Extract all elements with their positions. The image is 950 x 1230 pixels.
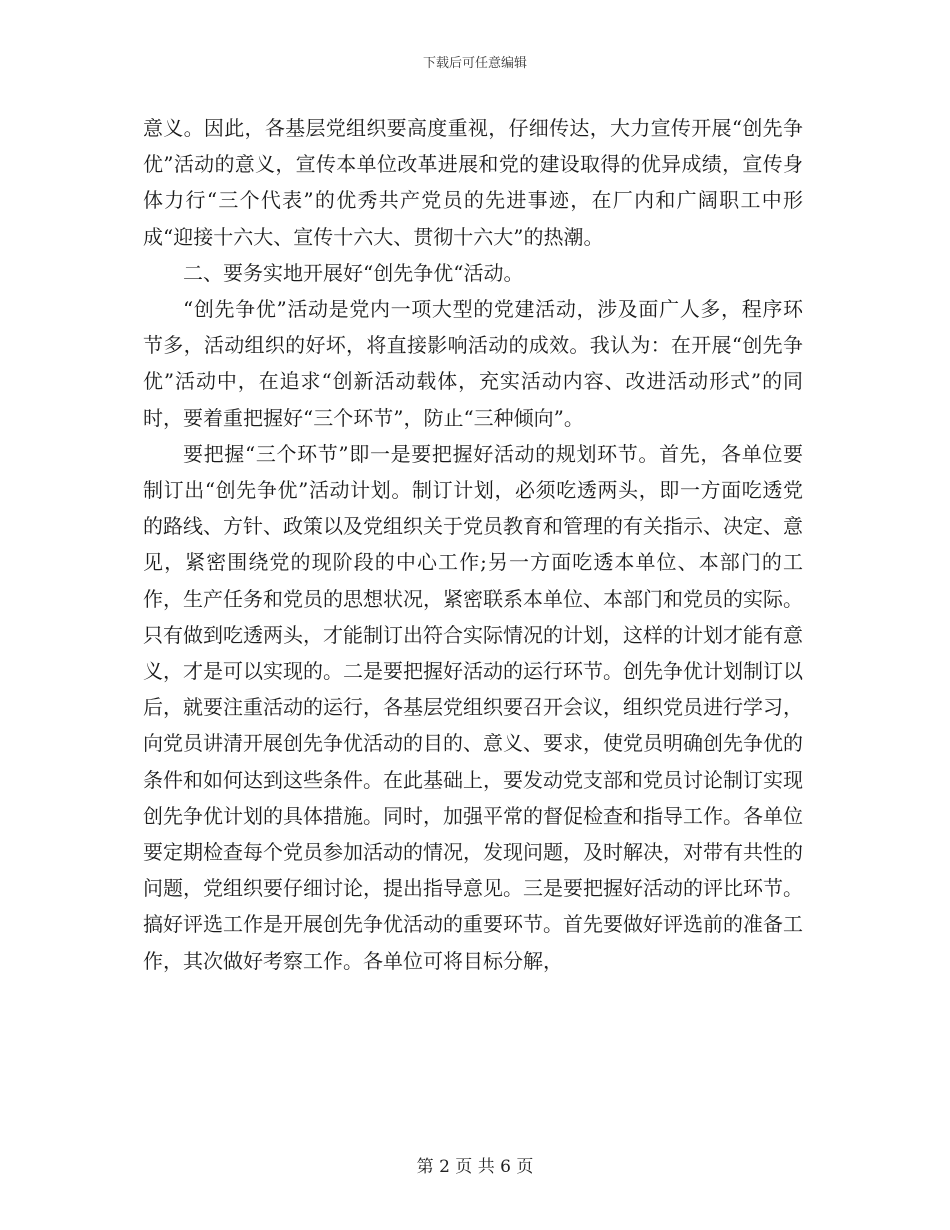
page-header: 下载后可任意编辑 [422, 56, 527, 71]
page-number-footer: 第 2 页 共 6 页 [416, 1157, 534, 1177]
document-body [143, 110, 803, 979]
paragraph-2-section-heading: 二、要务实地开展好“创先争优“活动。 [183, 260, 524, 285]
paragraph-4: 要把握“三个环节”即一是要把握好活动的规划环节。首先，各单位要制订出“创先争优”活动计划。制订计划，必须吃透两头，即一方面吃透党的路线、方针、政策以及党组织关于党员教育和管理的有关指示、决定、意见，紧密围绕党的现阶段的中心工作;另一方面吃透本单位、本部门的工作，生产任务和党员的思想状况，紧密联系本单位、本部门和党员的实际。只有做到吃透两头，才能制订出符合实际情况的计划，这样的计划才能有意义，才是可以实现的。二是要把握好活动的运行环节。创先争优计划制订以后，就要注重活动的运行，各基层党组织要召开会议，组织党员进行学习，向党员讲清开展创先争优活动的目的、意义、要求，使党员明确创先争优的条件和如何达到这些条件。在此基础上，要发动党支部和党员讨论制订实现创先争优计划的具体措施。同时，加强平常的督促检查和指导工作。各单位要定期检查每个党员参加活动的情况，发现问题，及时解决，对带有共性的问题，党组织要仔细讨论，提出指导意见。三是要把握好活动的评比环节。搞好评选工作是开展创先争优活动的重要环节。首先要做好评选前的准备工作，其次做好考察工作。各单位可将目标分解， [143, 441, 803, 973]
paragraph-3: “创先争优”活动是党内一项大型的党建活动，涉及面广人多，程序环节多，活动组织的好坏，将直接影响活动的成效。我认为：在开展“创先争优”活动中，在追求“创新活动载体，充实活动内容、改进活动形式”的同时，要着重把握好“三个环节”，防止“三种倾向”。 [143, 297, 803, 430]
paragraph-1: 意义。因此，各基层党组织要高度重视，仔细传达，大力宣传开展“创先争优”活动的意义，宣传本单位改革进展和党的建设取得的优异成绩，宣传身体力行“三个代表”的优秀共产党员的先进事迹，在厂内和广阔职工中形成“迎接十六大、宣传十六大、贯彻十六大”的热潮。 [143, 116, 803, 249]
